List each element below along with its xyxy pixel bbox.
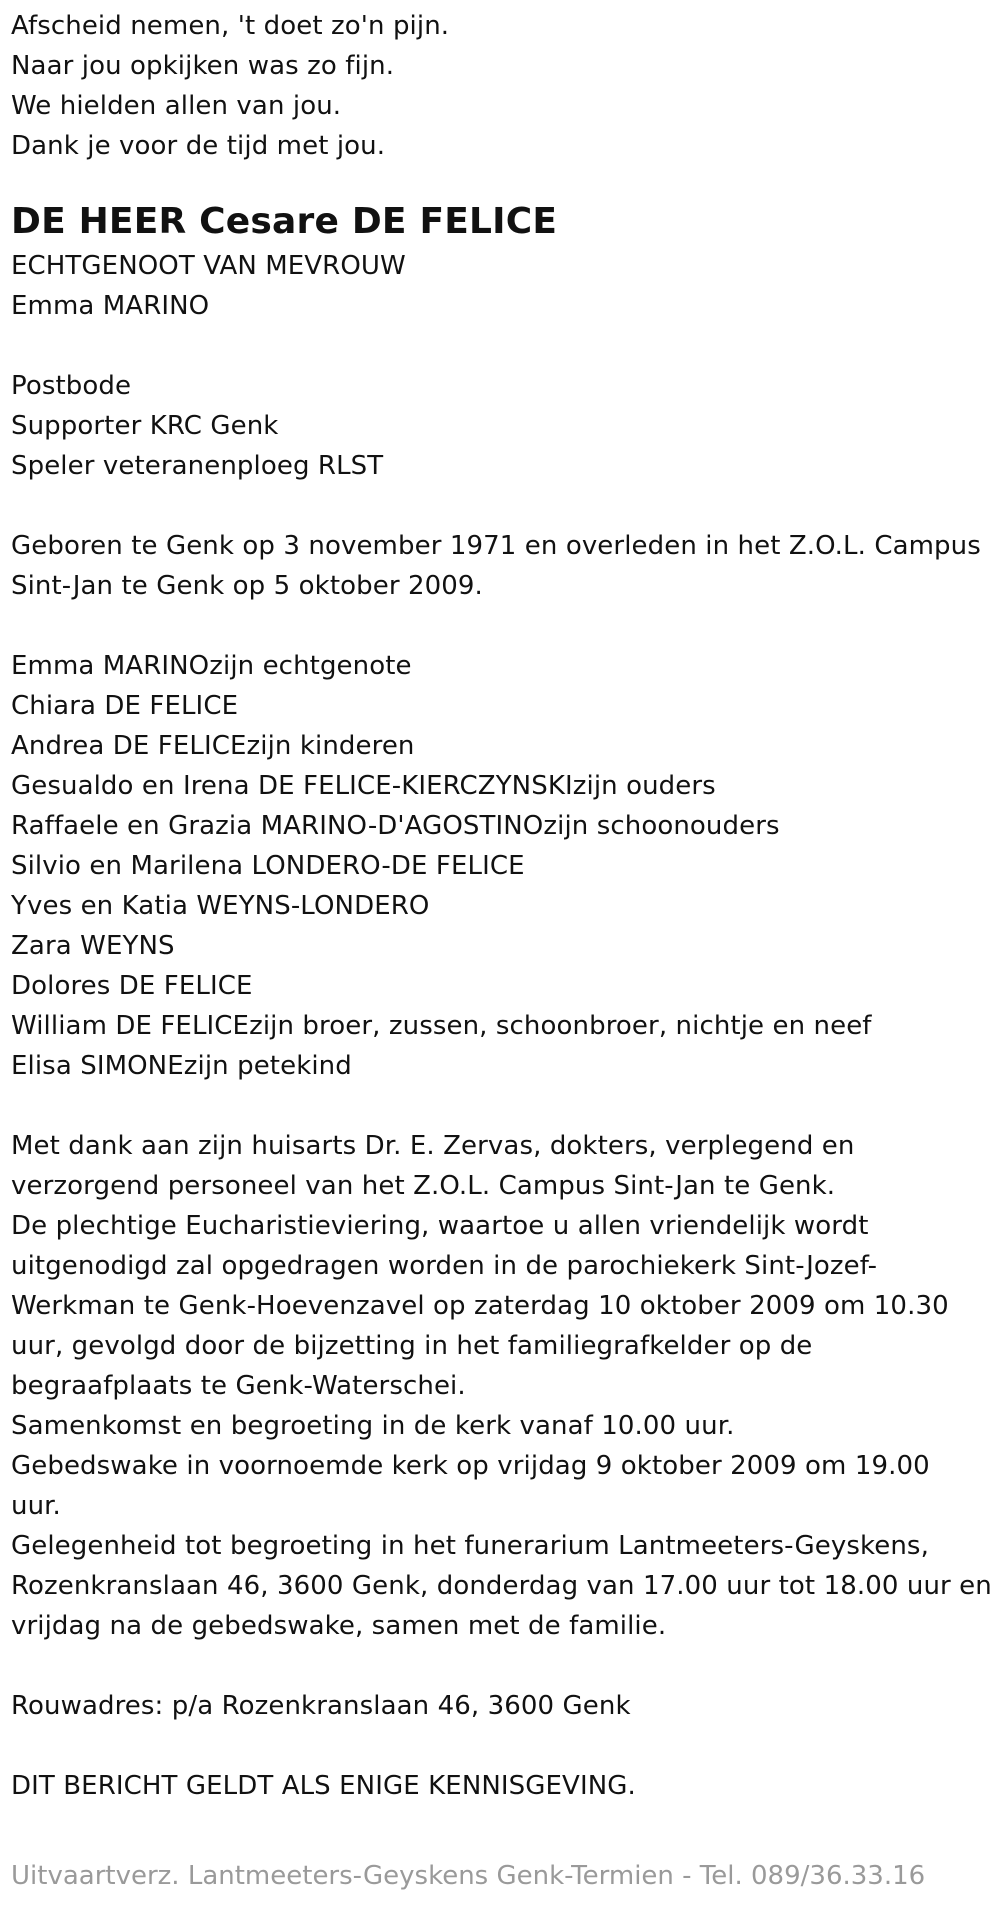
family-line: Yves en Katia WEYNS-LONDERO — [11, 891, 430, 921]
family-line: Dolores DE FELICE — [11, 971, 253, 1001]
family-block — [11, 646, 996, 1086]
funeral-home-footer: Uitvaartverz. Lantmeeters-Geyskens Genk-Termien - Tel. 089/36.33.16 — [11, 1861, 926, 1891]
mourning-address: Rouwadres: p/a Rozenkranslaan 46, 3600 Genk — [11, 1691, 631, 1721]
details-line: Met dank aan zijn huisarts Dr. E. Zervas, dokters, verplegend en — [11, 1131, 855, 1161]
poem-line: Afscheid nemen, 't doet zo'n pijn. — [11, 11, 450, 41]
family-line: Chiara DE FELICE — [11, 691, 239, 721]
details-line: Rozenkranslaan 46, 3600 Genk, donderdag van 17.00 uur tot 18.00 uur en — [11, 1571, 992, 1601]
poem-line: We hielden allen van jou. — [11, 91, 342, 121]
details-line: uur. — [11, 1491, 61, 1521]
role-line: Postbode — [11, 371, 132, 401]
spouse-line: Emma MARINO — [11, 291, 210, 321]
notice-block — [11, 1766, 996, 1806]
address-block — [11, 1686, 996, 1726]
details-line: uitgenodigd zal opgedragen worden in de parochiekerk Sint-Jozef- — [11, 1251, 878, 1281]
details-line: Samenkomst en begroeting in de kerk vanaf 10.00 uur. — [11, 1411, 735, 1441]
poem-line: Dank je voor de tijd met jou. — [11, 131, 386, 161]
roles-block — [11, 366, 996, 486]
details-line: uur, gevolgd door de bijzetting in het familiegrafkelder op de — [11, 1331, 813, 1361]
details-line: Werkman te Genk-Hoevenzavel op zaterdag 10 oktober 2009 om 10.30 — [11, 1291, 949, 1321]
role-line: Supporter KRC Genk — [11, 411, 279, 441]
family-line: Raffaele en Grazia MARINO-D'AGOSTINOzijn schoonouders — [11, 811, 780, 841]
birth-death-line: Geboren te Genk op 3 november 1971 en overleden in het Z.O.L. Campus — [11, 531, 981, 561]
details-line: vrijdag na de gebedswake, samen met de familie. — [11, 1611, 667, 1641]
spouse-block — [11, 246, 996, 326]
family-line: William DE FELICEzijn broer, zussen, schoonbroer, nichtje en neef — [11, 1011, 872, 1041]
family-line: Silvio en Marilena LONDERO-DE FELICE — [11, 851, 525, 881]
details-line: Gelegenheid tot begroeting in het funerarium Lantmeeters-Geyskens, — [11, 1531, 929, 1561]
details-block — [11, 1126, 996, 1646]
poem — [11, 6, 996, 166]
details-line: Gebedswake in voornoemde kerk op vrijdag 9 oktober 2009 om 19.00 — [11, 1451, 930, 1481]
family-line: Zara WEYNS — [11, 931, 175, 961]
birth-death-line: Sint-Jan te Genk op 5 oktober 2009. — [11, 571, 483, 601]
family-line: Andrea DE FELICEzijn kinderen — [11, 731, 415, 761]
details-line: begraafplaats te Genk-Waterschei. — [11, 1371, 466, 1401]
spouse-line: ECHTGENOOT VAN MEVROUW — [11, 251, 406, 281]
poem-line: Naar jou opkijken was zo fijn. — [11, 51, 395, 81]
obituary-document — [11, 0, 996, 1806]
family-line: Elisa SIMONEzijn petekind — [11, 1051, 352, 1081]
deceased-name: DE HEER Cesare DE FELICE — [11, 201, 558, 242]
details-line: verzorgend personeel van het Z.O.L. Campus Sint-Jan te Genk. — [11, 1171, 836, 1201]
role-line: Speler veteranenploeg RLST — [11, 451, 384, 481]
birth-death-block — [11, 526, 996, 606]
notice-line: DIT BERICHT GELDT ALS ENIGE KENNISGEVING. — [11, 1771, 636, 1801]
details-line: De plechtige Eucharistieviering, waartoe u allen vriendelijk wordt — [11, 1211, 869, 1241]
family-line: Gesualdo en Irena DE FELICE-KIERCZYNSKIzijn ouders — [11, 771, 716, 801]
family-line: Emma MARINOzijn echtgenote — [11, 651, 412, 681]
